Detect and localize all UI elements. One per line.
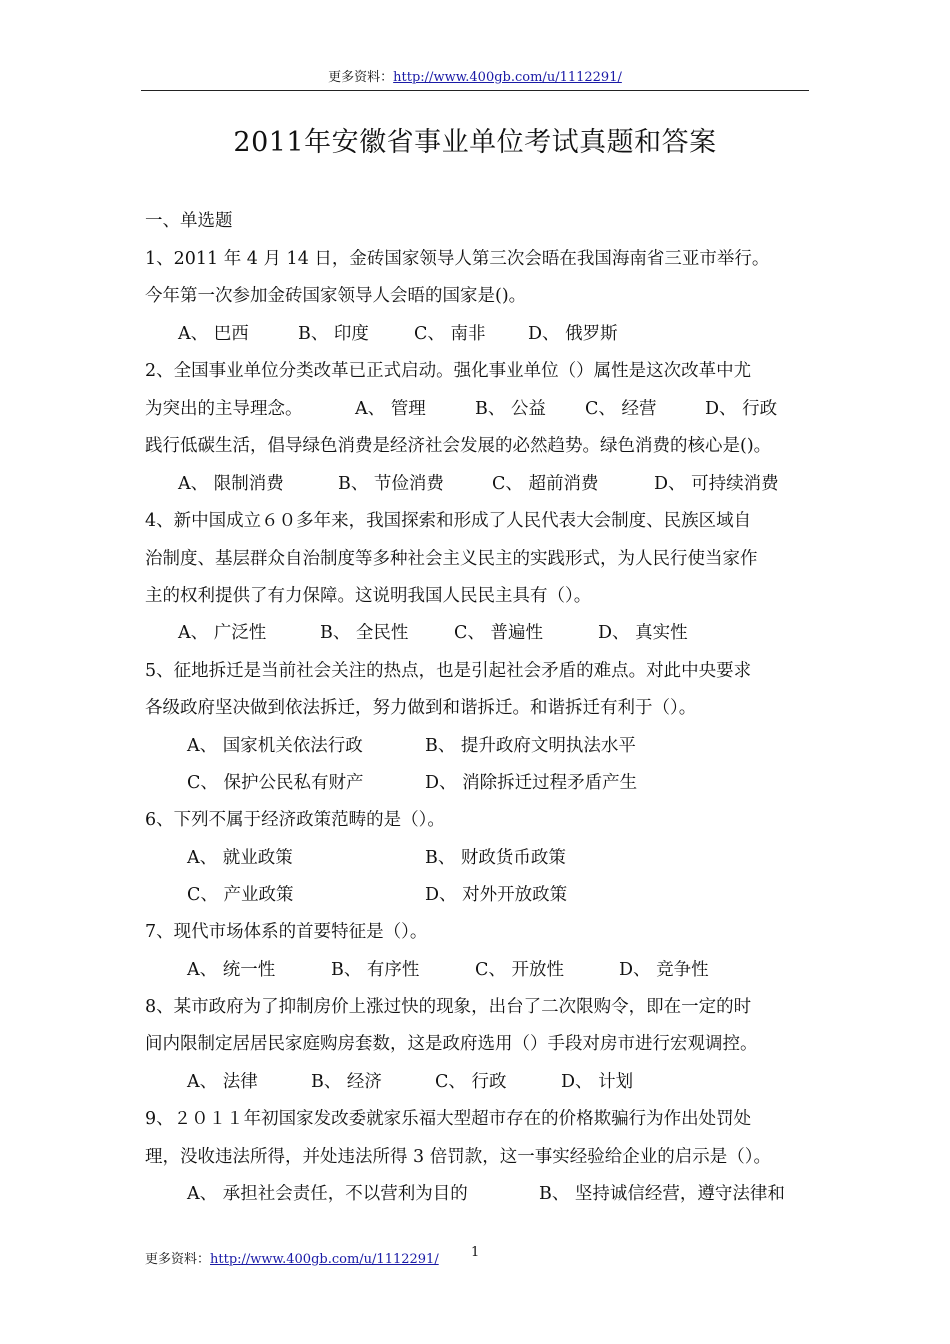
option: C、 保护公民私有财产 — [187, 773, 364, 793]
question-8-line-1: 8、某市政府为了抑制房价上涨过快的现象，出台了二次限购令，即在一定的时 — [145, 997, 752, 1017]
question-7-options — [187, 957, 709, 983]
option: A、 法律 — [187, 1072, 258, 1092]
question-6-line-1: 6、下列不属于经济政策范畴的是（）。 — [145, 810, 445, 830]
option: A、 管理 — [355, 399, 426, 419]
question-6-options-row-1 — [187, 845, 566, 871]
question-5-line-1: 5、征地拆迁是当前社会关注的热点，也是引起社会矛盾的难点。对此中央要求 — [145, 661, 752, 681]
option: B、 全民性 — [320, 623, 409, 643]
question-2-line-2 — [145, 396, 777, 422]
question-7-line-1: 7、现代市场体系的首要特征是（）。 — [145, 922, 428, 942]
option: B、 公益 — [475, 399, 546, 419]
page-footer — [145, 1248, 439, 1267]
question-3-line-1: 践行低碳生活，倡导绿色消费是经济社会发展的必然趋势。绿色消费的核心是()。 — [145, 436, 772, 456]
option: D、 真实性 — [598, 623, 688, 643]
question-2-line-1: 2、全国事业单位分类改革已正式启动。强化事业单位（）属性是这次改革中尤 — [145, 361, 752, 381]
question-4-line-2: 治制度、基层群众自治制度等多种社会主义民主的实践形式，为人民行使当家作 — [145, 549, 758, 569]
question-5-options-row-2 — [187, 770, 637, 796]
question-8-line-2: 间内限制定居居民家庭购房套数，这是政府选用（）手段对房市进行宏观调控。 — [145, 1034, 758, 1054]
question-2-text: 为突出的主导理念。 — [145, 399, 303, 419]
option: D、 可持续消费 — [654, 474, 779, 494]
option: B、 提升政府文明执法水平 — [425, 736, 636, 756]
option: A、 国家机关依法行政 — [187, 736, 363, 756]
option: A、 就业政策 — [187, 848, 293, 868]
option: A、 统一性 — [187, 960, 276, 980]
question-1-line-2: 今年第一次参加金砖国家领导人会晤的国家是()。 — [145, 286, 527, 306]
question-9-line-1: 9、２０１１年初国家发改委就家乐福大型超市存在的价格欺骗行为作出处罚处 — [145, 1109, 752, 1129]
question-9-options — [187, 1181, 785, 1207]
question-4-options — [178, 620, 688, 646]
option: D、 消除拆迁过程矛盾产生 — [425, 773, 638, 793]
page-number: 1 — [471, 1245, 480, 1260]
option: A、 巴西 — [178, 324, 249, 344]
option: B、 经济 — [311, 1072, 382, 1092]
option: B、 坚持诚信经营，遵守法律和 — [539, 1184, 785, 1204]
option: A、 限制消费 — [178, 474, 284, 494]
header-prefix: 更多资料： — [328, 70, 394, 85]
question-4-line-3: 主的权利提供了有力保障。这说明我国人民民主具有（）。 — [145, 586, 592, 606]
footer-prefix: 更多资料： — [145, 1252, 211, 1267]
option: C、 超前消费 — [492, 474, 599, 494]
question-5-line-2: 各级政府坚决做到依法拆迁，努力做到和谐拆迁。和谐拆迁有利于（）。 — [145, 698, 697, 718]
question-1-line-1: 1、2011 年 4 月 14 日，金砖国家领导人第三次会晤在我国海南省三亚市举行。 — [145, 249, 770, 269]
question-3-options — [178, 471, 779, 497]
option: D、 行政 — [705, 399, 778, 419]
option: D、 计划 — [561, 1072, 634, 1092]
option: C、 行政 — [435, 1072, 507, 1092]
header-divider — [141, 90, 809, 91]
option: B、 节俭消费 — [338, 474, 444, 494]
document-title: 2011年安徽省事业单位考试真题和答案 — [233, 127, 717, 158]
option: B、 印度 — [298, 324, 369, 344]
question-4-line-1: 4、新中国成立６０多年来，我国探索和形成了人民代表大会制度、民族区域自 — [145, 511, 752, 531]
question-9-line-2: 理，没收违法所得，并处违法所得 3 倍罚款，这一事实经验给企业的启示是（）。 — [145, 1147, 772, 1167]
option: D、 俄罗斯 — [528, 324, 618, 344]
option: D、 竞争性 — [619, 960, 709, 980]
section-heading: 一、单选题 — [145, 211, 233, 231]
question-1-options — [178, 321, 618, 347]
question-6-options-row-2 — [187, 882, 567, 908]
option: A、 承担社会责任，不以营利为目的 — [187, 1184, 468, 1204]
option: B、 财政货币政策 — [425, 848, 566, 868]
option: D、 对外开放政策 — [425, 885, 568, 905]
question-8-options — [187, 1069, 633, 1095]
option: C、 南非 — [414, 324, 486, 344]
option: C、 经营 — [585, 399, 657, 419]
option: C、 普遍性 — [454, 623, 543, 643]
option: B、 有序性 — [331, 960, 420, 980]
question-5-options-row-1 — [187, 733, 636, 759]
page-header — [0, 66, 950, 85]
option: C、 产业政策 — [187, 885, 294, 905]
option: C、 开放性 — [475, 960, 564, 980]
header-link[interactable]: http://www.400gb.com/u/1112291/ — [393, 70, 622, 85]
footer-link[interactable]: http://www.400gb.com/u/1112291/ — [210, 1252, 439, 1267]
option: A、 广泛性 — [178, 623, 267, 643]
